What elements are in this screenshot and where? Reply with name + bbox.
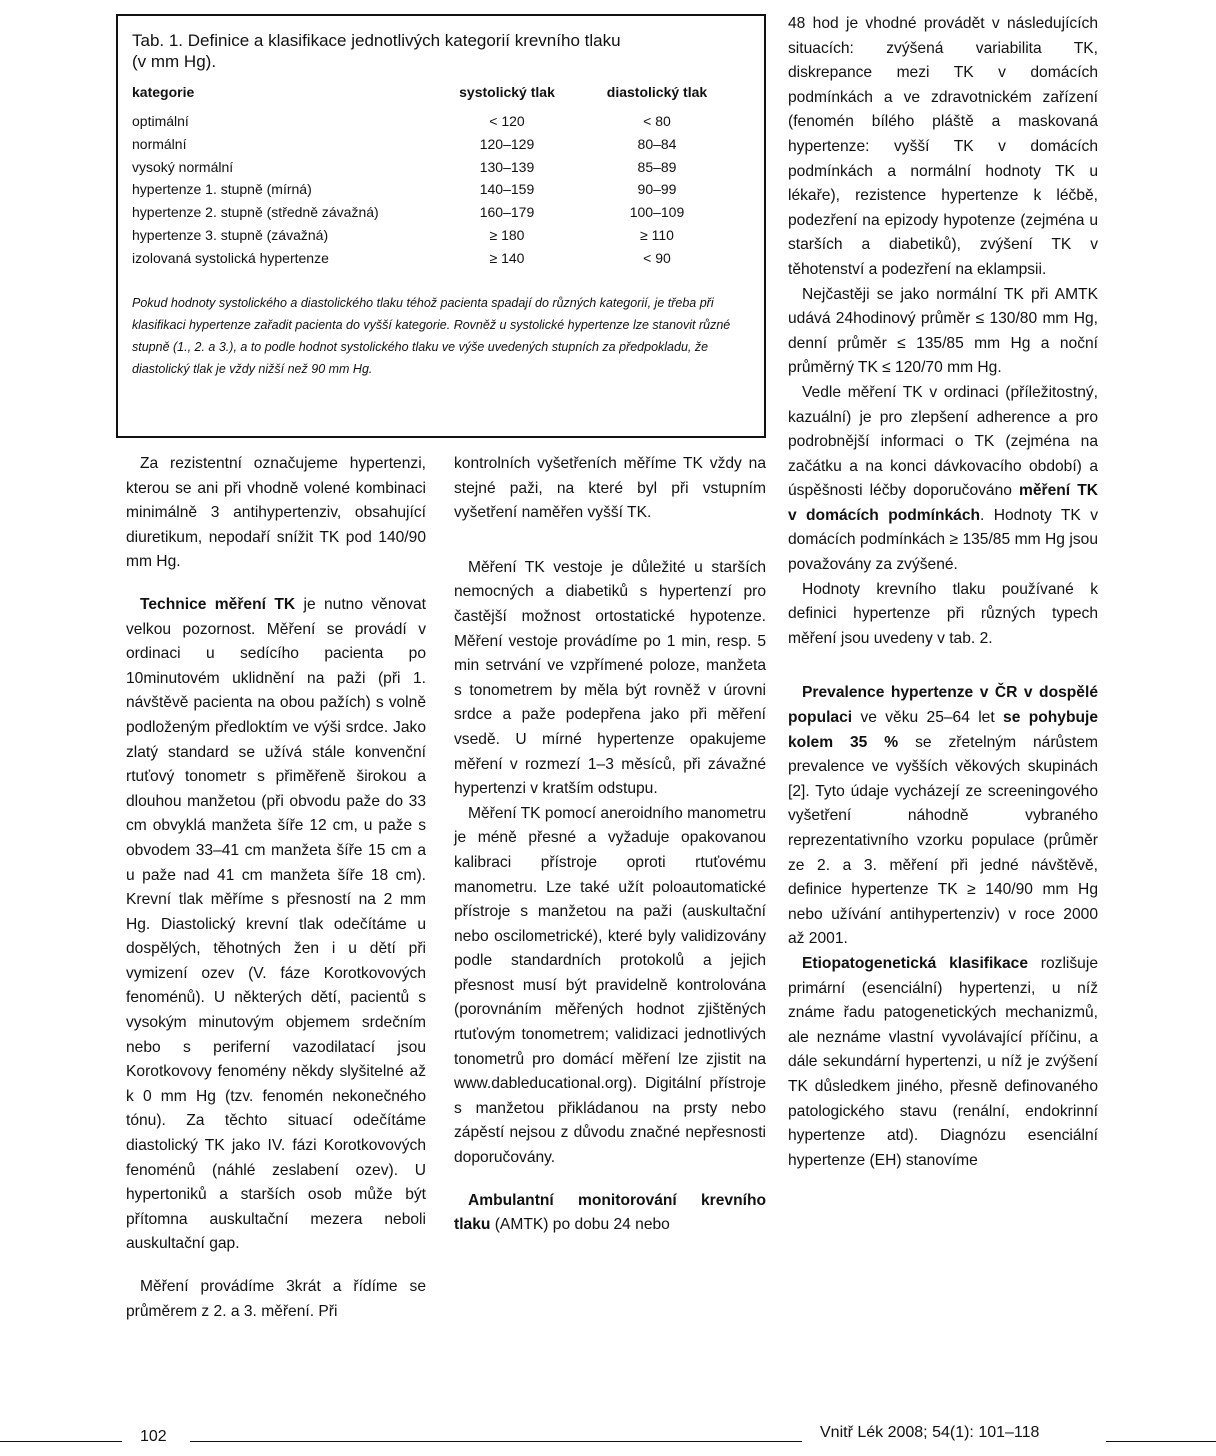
header-diastolic: diastolický tlak <box>606 84 708 100</box>
cell-diastolic: 90–99 <box>637 181 677 198</box>
footer-rule-middle <box>190 1441 802 1442</box>
paragraph-measurement-technique <box>126 593 426 1257</box>
header-category: kategorie <box>132 84 195 100</box>
table-row <box>132 110 732 133</box>
paragraph-text: Vedle měření TK v ordinaci (příležitostný, kazuální) je pro zlepšení adherence a pro podrobnější informaci o TK (zejména na začátku a na konci dávkovacího období) a úspěšnosti léčby doporučováno <box>788 383 1098 500</box>
bold-prevalence-value: se pohybuje kolem 35 % <box>788 709 1098 751</box>
paragraph-etiopathogenetic-classification <box>788 952 1098 1173</box>
caption-line-1: Tab. 1. Definice a klasifikace jednotlivých kategorií krevního tlaku <box>132 31 621 50</box>
journal-citation: Vnitř Lék 2008; 54(1): 101–118 <box>820 1424 1040 1441</box>
cell-diastolic: < 90 <box>643 249 671 266</box>
table-row <box>132 247 732 270</box>
paragraph-amtk-normal-values: Nejčastěji se jako normální TK při AMTK udává 24hodinový průměr ≤ 130/80 mm Hg, denní průměr ≤ 135/85 mm Hg a noční průměrný TK ≤ 120/70 mm Hg. <box>788 285 1098 377</box>
footer-rule-right <box>1106 1441 1216 1442</box>
paragraph-text: se zřetelným nárůstem prevalence ve vyšších věkových skupinách [2]. Tyto údaje vycházejí ze screeningového vyšetření náhodně vybraného reprezentativního vzorku populace (průměr ze 2. a 3. měření při jedné návštěvě, definice hypertenze TK ≥ 140/90 mm Hg nebo užívání antihypertenziv) v roce 2000 až 2001. <box>788 733 1098 948</box>
bp-classification-table <box>132 84 732 270</box>
paragraph-prevalence <box>788 681 1098 952</box>
cell-diastolic: < 80 <box>643 113 671 129</box>
cell-systolic: 120–129 <box>479 135 535 152</box>
text-column-2 <box>454 452 766 1238</box>
table-note: Pokud hodnoty systolického a diastolického tlaku téhož pacienta spadají do různých kategorií, je třeba při klasifikaci hypertenze zařadit pacienta do vyšší kategorie. Rovněž u systolické hypertenze lze stanovit různé stupně (1., 2. a 3.), a to podle hodnot systolického tlaku ve výše uvedených stupních za předpokladu, že diastolický tlak je vždy nižší než 90 mm Hg. <box>132 295 731 376</box>
cell-category: hypertenze 1. stupně (mírná) <box>132 181 312 198</box>
table-row <box>132 224 732 247</box>
table-caption <box>132 30 750 72</box>
text-column-1 <box>126 452 426 1324</box>
cell-category: hypertenze 2. stupně (středně závažná) <box>132 204 379 221</box>
paragraph-text: (AMTK) po dobu 24 nebo <box>490 1216 670 1234</box>
footer-rule-left <box>0 1441 122 1442</box>
heading-home-measurement: měření TK v domácích podmínkách <box>788 482 1098 524</box>
cell-category: izolovaná systolická hypertenze <box>132 249 329 266</box>
heading-prevalence: Prevalence hypertenze v ČR v dospělé populaci <box>788 684 1098 727</box>
paragraph-ambulatory-monitoring <box>454 1189 766 1238</box>
page-footer <box>0 1424 1216 1454</box>
paragraph-follow-up: kontrolních vyšetřeních měříme TK vždy na stejné paži, na které byl při vstupním vyšetření naměřen vyšší TK. <box>454 455 766 522</box>
paragraph-resistant-hypertension: Za rezistentní označujeme hypertenzi, kterou se ani při vhodně volené kombinaci minimálně 3 antihypertenziv, obsahující diuretikum, nepodaří snížit TK pod 140/90 mm Hg. <box>126 455 426 571</box>
paragraph-home-measurement <box>788 381 1098 578</box>
cell-category: optimální <box>132 113 189 129</box>
paragraph-standing-measurement: Měření TK vestoje je důležité u starších nemocných a diabetiků s hypertenzí pro častější možnost ortostatické hypotenze. Měření vestoje provádíme po 1 min, resp. 5 min setrvání ve vzpřímené poloze, manžeta s tonometrem by měla být rovněž v úrovni srdce a paže podepřena jako při měření vsedě. U mírné hypertenze opakujeme měření v rozmezí 1–3 měsíců, při závažné hypertenzi v kratším odstupu. <box>454 558 766 798</box>
paragraph-aneroid-manometer: Měření TK pomocí aneroidního manometru je méně přesné a vyžaduje opakovanou kalibraci přístroje oproti rtuťovému manometru. Lze také užít poloautomatické přístroje s manžetou na paži (auskultační nebo oscilometrické), které byly validizovány podle standardních protokolů a jejich přesnost musí být pravidelně kontrolována (porovnáním měřených hodnot zjištěných rtuťovým tonometrem; validizaci jednotlivých tonometrů pro domácí měření lze zjistit na www.dableducational.org). Digitální přístroje s manžetou přikládanou na prsty nebo zápěstí nejsou z důvodu značné nepřesnosti doporučovány. <box>454 804 766 1167</box>
cell-diastolic: ≥ 110 <box>640 226 674 243</box>
cell-category: normální <box>132 135 187 152</box>
heading-measurement-technique: Technice měření TK <box>140 595 296 613</box>
cell-diastolic: 85–89 <box>637 158 677 175</box>
heading-ambulatory-monitoring: Ambulantní monitorování krevního tlaku <box>454 1191 766 1234</box>
caption-line-2: (v mm Hg). <box>132 52 217 71</box>
paragraph-amtk-indications: 48 hod je vhodné provádět v následujících situacích: zvýšená variabilita TK, diskrepance mezi TK v domácích podmínkách a ve zdravotnickém zařízení (fenomén bílého pláště a maskovaná hypertenze: vyšší TK v domácích podmínkách a normální hodnoty TK u lékaře), rezistence hypertenze k léčbě, podezření na epizody hypotenze (zejména u starších a diabetiků), zvýšení TK v těhotenství a podezření na eklampsii. <box>788 15 1098 278</box>
cell-systolic: ≥ 180 <box>489 226 525 243</box>
paragraph-text: ve věku 25–64 let <box>852 709 1004 727</box>
paragraph-text: rozlišuje primární (esenciální) hypertenzi, u níž známe řadu patogenetických mechanizmů, ale neznáme vlastní vyvolávající příčinu, a dále sekundární hypertenzi, u níž je zvýšení TK důsledkem jiného, přesně definovaného patologického stavu (renální, endokrinní hypertenze atd). Diagnózu esenciální hypertenze (EH) stanovíme <box>788 954 1098 1169</box>
paragraph-text: je nutno věnovat velkou pozornost. Měření se provádí v ordinaci u sedícího pacienta po 10minutovém uklidnění na paži (při 1. návštěvě pacienta na obou pažích) s volně podloženým předloktím ve výši srdce. Jako zlatý standard se užívá stále konvenční rtuťový tonometr s přiměřeně širokou a dlouhou manžetou (při obvodu paže do 33 cm obvyklá manžeta šíře 12 cm, u paže s obvodem 33–41 cm manžeta šíře 15 cm a u paže nad 41 cm manžeta šíře 18 cm). Krevní tlak měříme s přesností na 2 mm Hg. Diastolický krevní tlak odečítáme u dospělých, těhotných žen i u dětí při vymizení ozev (V. fáze Korotkovových fenoménů). U některých dětí, pacientů s vysokým minutovým objemem srdečním nebo s periferní vazodilatací jsou Korotkovovy fenomény někdy slyšitelné až k 0 mm Hg (tzv. fenomén nekonečného tónu). Za těchto situací odečítáme diastolický TK jako IV. fázi Korotkovových fenoménů (náhlé zeslabení ozev). U hypertoniků a starších osob může být přítomna auskultační mezera neboli auskultační gap. <box>126 595 426 1253</box>
cell-systolic: < 120 <box>489 113 525 129</box>
table-1-box <box>116 14 766 438</box>
table-row <box>132 201 732 224</box>
cell-category: vysoký normální <box>132 158 234 175</box>
heading-etiopathogenetic: Etiopatogenetická klasifikace <box>802 954 1028 972</box>
cell-systolic: ≥ 140 <box>489 249 525 266</box>
cell-systolic: 130–139 <box>479 158 535 175</box>
cell-systolic: 140–159 <box>479 181 535 198</box>
page-number: 102 <box>140 1428 167 1445</box>
cell-diastolic: 100–109 <box>629 204 685 221</box>
paragraph-text: . Hodnoty TK v domácích podmínkách ≥ 135/85 mm Hg jsou považovány za zvýšené. <box>788 506 1098 574</box>
cell-category: hypertenze 3. stupně (závažná) <box>132 226 329 243</box>
table-row <box>132 178 732 201</box>
paragraph-repeat-measurement: Měření provádíme 3krát a řídíme se průměrem z 2. a 3. měření. Při <box>126 1278 426 1320</box>
cell-diastolic: 80–84 <box>637 135 677 152</box>
text-column-3 <box>788 12 1098 1173</box>
cell-systolic: 160–179 <box>479 204 535 221</box>
table-row <box>132 156 732 179</box>
paragraph-table-2-reference: Hodnoty krevního tlaku používané k definici hypertenze při různých typech měření jsou uvedeny v tab. 2. <box>788 580 1098 647</box>
table-header-row <box>132 84 732 110</box>
header-systolic: systolický tlak <box>459 84 555 100</box>
table-row <box>132 133 732 156</box>
